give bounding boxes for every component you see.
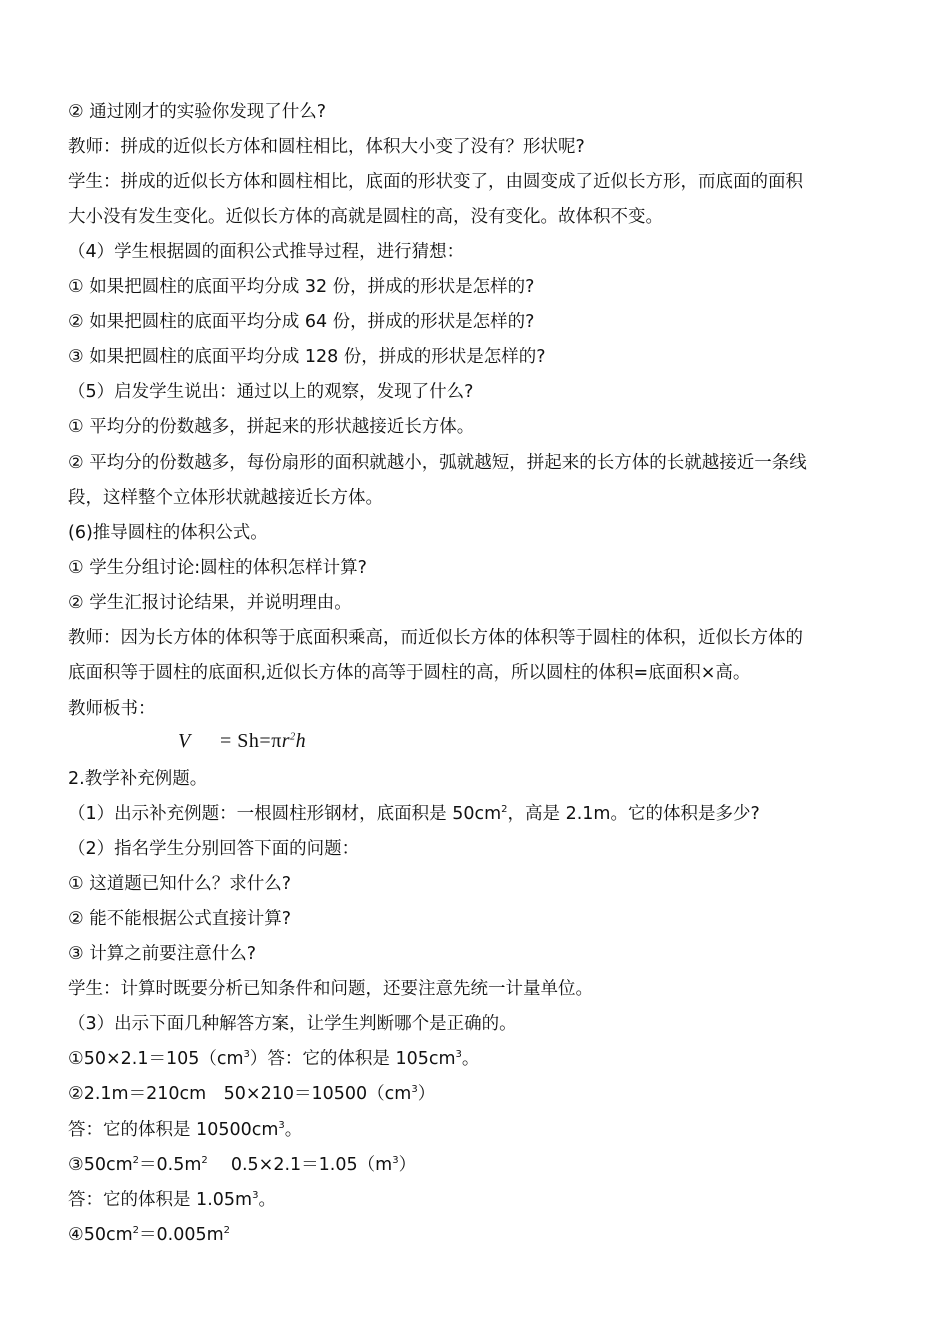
- text-line: 底面积等于圆柱的底面积,近似长方体的高等于圆柱的高，所以圆柱的体积=底面积×高。: [68, 663, 751, 683]
- superscript: 2: [132, 1225, 140, 1237]
- answer-text: 。: [284, 1120, 303, 1140]
- text-line: ① 如果把圆柱的底面平均分成 32 份，拼成的形状是怎样的?: [68, 277, 535, 297]
- text-line: 学生：计算时既要分析已知条件和问题，还要注意先统一计量单位。: [68, 979, 593, 999]
- solution-text: ）: [398, 1155, 417, 1175]
- superscript: 2: [132, 1155, 140, 1167]
- text-line: ① 这道题已知什么？求什么?: [68, 874, 292, 894]
- solution-text: ＝0.5m: [139, 1155, 202, 1175]
- answer-3: [68, 1188, 898, 1212]
- superscript: 3: [455, 1049, 462, 1061]
- superscript: 3: [278, 1120, 285, 1132]
- volume-formula: [178, 730, 306, 753]
- solution-3: [68, 1153, 898, 1177]
- solution-text: 0.5×2.1＝1.05（m: [207, 1155, 393, 1175]
- text-line: ② 学生汇报讨论结果，并说明理由。: [68, 593, 352, 613]
- formula-v: V: [178, 730, 191, 752]
- solution-text: ）: [417, 1084, 436, 1104]
- solution-text: ①50×2.1＝105（cm: [68, 1049, 244, 1069]
- solution-text: 。: [461, 1049, 480, 1069]
- solution-text: ）答：它的体积是 105cm: [249, 1049, 456, 1069]
- superscript: 2: [201, 1155, 208, 1167]
- text-line: ② 平均分的份数越多，每份扇形的面积就越小，弧就越短，拼起来的长方体的长就越接近一条线: [68, 453, 807, 473]
- text-line: ② 通过刚才的实验你发现了什么?: [68, 102, 327, 122]
- text-line: （4）学生根据圆的面积公式推导过程，进行猜想：: [68, 242, 465, 262]
- board-heading: [68, 697, 368, 725]
- text-line: 2.教学补充例题。: [68, 769, 208, 789]
- text-line: ① 学生分组讨论:圆柱的体积怎样计算?: [68, 558, 367, 578]
- formula-pi: π: [271, 730, 282, 752]
- superscript: 3: [392, 1155, 399, 1167]
- formula-r: r: [281, 730, 291, 752]
- text-line: (6)推导圆柱的体积公式。: [68, 523, 268, 543]
- solution-1: [68, 1047, 898, 1071]
- text-line: ② 能不能根据公式直接计算?: [68, 909, 292, 929]
- text-line: 大小没有发生变化。近似长方体的高就是圆柱的高，没有变化。故体积不变。: [68, 207, 663, 227]
- formula-h: h: [295, 730, 307, 752]
- answer-text: 答：它的体积是 1.05m: [68, 1190, 253, 1210]
- text-line: ③ 计算之前要注意什么?: [68, 944, 257, 964]
- text-line: 教师：拼成的近似长方体和圆柱相比，体积大小变了没有？形状呢?: [68, 137, 585, 157]
- text-line: 学生：拼成的近似长方体和圆柱相比，底面的形状变了，由圆变成了近似长方形，而底面的面积: [68, 172, 803, 192]
- solution-text: ②2.1m＝210cm 50×210＝10500（cm: [68, 1084, 412, 1104]
- superscript: 2: [501, 804, 508, 816]
- solution-text: ③50cm: [68, 1155, 133, 1175]
- text-line: （5）启发学生说出：通过以上的观察，发现了什么?: [68, 382, 474, 402]
- solution-text: ＝0.005m: [139, 1225, 224, 1245]
- text-line: ① 平均分的份数越多，拼起来的形状越接近长方体。: [68, 417, 475, 437]
- board-heading-text: 教师板书：: [68, 699, 156, 719]
- formula-eq: = Sh=: [220, 730, 272, 752]
- example-text: （1）出示补充例题：一根圆柱形钢材，底面积是 50cm: [68, 804, 502, 824]
- text-line: 段，这样整个立体形状就越接近长方体。: [68, 488, 383, 508]
- solution-2: [68, 1082, 898, 1106]
- formula-square: 2: [290, 731, 296, 743]
- text-line: ② 如果把圆柱的底面平均分成 64 份，拼成的形状是怎样的?: [68, 312, 535, 332]
- superscript: 2: [223, 1225, 231, 1237]
- solution-text: ④50cm: [68, 1225, 133, 1245]
- answer-text: 。: [258, 1190, 276, 1210]
- text-line: ③ 如果把圆柱的底面平均分成 128 份，拼成的形状是怎样的?: [68, 347, 546, 367]
- solution-4: [68, 1223, 898, 1247]
- superscript: 3: [411, 1084, 418, 1096]
- superscript: 3: [243, 1049, 250, 1061]
- superscript: 3: [252, 1190, 259, 1202]
- text-line: （2）指名学生分别回答下面的问题：: [68, 839, 360, 859]
- answer-text: 答：它的体积是 10500cm: [68, 1120, 279, 1140]
- text-line: （3）出示下面几种解答方案，让学生判断哪个是正确的。: [68, 1014, 517, 1034]
- answer-2: [68, 1118, 898, 1142]
- text-line: 教师：因为长方体的体积等于底面积乘高，而近似长方体的体积等于圆柱的体积，近似长方体的: [68, 628, 803, 648]
- example-line: [68, 802, 898, 826]
- example-text: ，高是 2.1m。它的体积是多少?: [507, 804, 760, 824]
